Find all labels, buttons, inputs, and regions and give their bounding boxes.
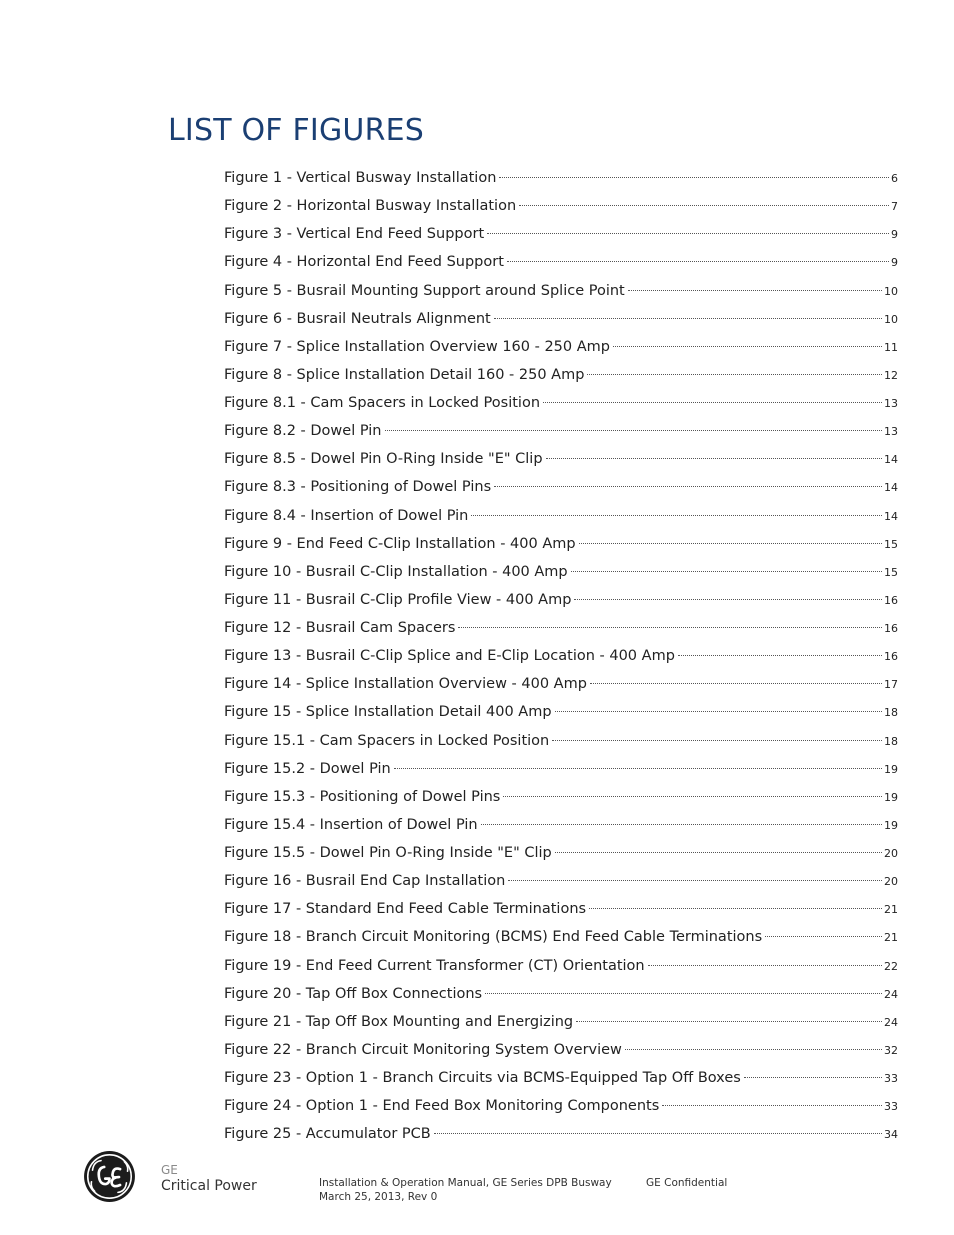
dot-leader <box>503 796 882 797</box>
dot-leader <box>546 458 882 459</box>
figure-entry[interactable] <box>224 361 898 389</box>
figure-page-number: 32 <box>884 1043 898 1057</box>
figure-title: Figure 15.4 - Insertion of Dowel Pin <box>224 816 478 833</box>
dot-leader <box>485 993 882 994</box>
page-title: LIST OF FIGURES <box>168 113 425 148</box>
figure-title: Figure 9 - End Feed C-Clip Installation - 400 Amp <box>224 535 576 552</box>
figure-page-number: 33 <box>884 1100 898 1114</box>
figure-title: Figure 2 - Horizontal Busway Installation <box>224 198 517 215</box>
figure-page-number: 24 <box>884 1015 898 1029</box>
dot-leader <box>552 740 882 741</box>
figure-page-number: 18 <box>884 734 898 748</box>
figure-page-number: 21 <box>884 931 898 945</box>
dot-leader <box>744 1077 882 1078</box>
figure-title: Figure 15.3 - Positioning of Dowel Pins <box>224 788 501 805</box>
figure-title: Figure 8.4 - Insertion of Dowel Pin <box>224 507 469 524</box>
dot-leader <box>434 1133 882 1134</box>
confidentiality-notice: GE Confidential <box>646 1177 728 1189</box>
figure-page-number: 10 <box>884 312 898 326</box>
figure-title: Figure 25 - Accumulator PCB <box>224 1126 431 1143</box>
dot-leader <box>555 852 882 853</box>
figure-entry[interactable] <box>224 839 898 867</box>
figure-title: Figure 7 - Splice Installation Overview 160 - 250 Amp <box>224 338 610 355</box>
figure-title: Figure 15.5 - Dowel Pin O-Ring Inside "E" Clip <box>224 845 552 861</box>
figure-title: Figure 6 - Busrail Neutrals Alignment <box>224 310 491 327</box>
dot-leader <box>579 543 882 544</box>
figure-title: Figure 8.5 - Dowel Pin O-Ring Inside "E" Clip <box>224 451 543 468</box>
figure-title: Figure 20 - Tap Off Box Connections <box>224 985 483 1002</box>
dot-leader <box>494 318 882 319</box>
dot-leader <box>458 627 882 628</box>
figure-page-number: 18 <box>884 706 898 720</box>
figure-entry[interactable] <box>224 923 898 951</box>
figure-page-number: 19 <box>884 790 898 804</box>
dot-leader <box>587 374 882 375</box>
dot-leader <box>574 599 882 600</box>
figure-page-number: 13 <box>884 425 898 439</box>
figure-entry[interactable] <box>224 783 898 811</box>
dot-leader <box>555 711 882 712</box>
dot-leader <box>625 1049 882 1050</box>
figure-page-number: 13 <box>884 397 898 410</box>
dot-leader <box>494 486 882 487</box>
figure-entry[interactable] <box>224 417 898 445</box>
figure-page-number: 17 <box>884 678 898 692</box>
figure-title: Figure 8.1 - Cam Spacers in Locked Position <box>224 395 541 411</box>
dot-leader <box>499 177 889 178</box>
dot-leader <box>628 290 882 291</box>
figure-entry[interactable] <box>224 333 898 361</box>
figure-page-number: 19 <box>884 762 898 776</box>
figure-entry[interactable] <box>224 670 898 698</box>
figure-page-number: 14 <box>884 453 898 467</box>
figure-page-number: 10 <box>884 284 898 298</box>
figure-entry[interactable] <box>224 980 898 1008</box>
figure-title: Figure 8.2 - Dowel Pin <box>224 423 382 440</box>
figure-page-number: 33 <box>884 1072 898 1085</box>
figure-title: Figure 15 - Splice Installation Detail 400 Amp <box>224 704 552 721</box>
figure-entry[interactable] <box>224 614 898 642</box>
figure-page-number: 14 <box>884 509 898 523</box>
dot-leader <box>648 965 882 966</box>
figure-page-number: 16 <box>884 650 898 664</box>
figure-page-number: 21 <box>884 903 898 917</box>
figure-title: Figure 22 - Branch Circuit Monitoring System Overview <box>224 1041 622 1058</box>
figure-page-number: 11 <box>884 340 898 354</box>
figure-title: Figure 15.2 - Dowel Pin <box>224 760 391 777</box>
dot-leader <box>589 908 882 909</box>
figure-entry[interactable] <box>224 164 898 192</box>
figure-entry[interactable] <box>224 502 898 530</box>
figure-entry[interactable] <box>224 1120 898 1148</box>
dot-leader <box>481 824 882 825</box>
figure-entry[interactable] <box>224 1064 898 1092</box>
dot-leader <box>508 880 882 881</box>
dot-leader <box>394 768 882 769</box>
figure-entry[interactable] <box>224 895 898 923</box>
figure-title: Figure 21 - Tap Off Box Mounting and Energizing <box>224 1013 574 1030</box>
figure-entry[interactable] <box>224 558 898 586</box>
figure-title: Figure 10 - Busrail C-Clip Installation - 400 Amp <box>224 563 568 580</box>
figure-entry[interactable] <box>224 755 898 783</box>
figure-title: Figure 23 - Option 1 - Branch Circuits via BCMS-Equipped Tap Off Boxes <box>224 1070 741 1086</box>
dot-leader <box>385 430 883 431</box>
dot-leader <box>487 233 889 234</box>
figure-page-number: 34 <box>884 1128 898 1142</box>
figure-entry[interactable] <box>224 277 898 305</box>
figures-list <box>224 164 898 1148</box>
figure-page-number: 24 <box>884 987 898 1001</box>
dot-leader <box>765 936 882 937</box>
figure-title: Figure 14 - Splice Installation Overview - 400 Amp <box>224 676 587 693</box>
figure-title: Figure 12 - Busrail Cam Spacers <box>224 620 456 636</box>
document-title: Installation & Operation Manual, GE Series DPB Busway <box>319 1177 612 1189</box>
figure-title: Figure 15.1 - Cam Spacers in Locked Position <box>224 732 550 749</box>
figure-entry[interactable] <box>224 586 898 614</box>
figure-page-number: 20 <box>884 875 898 889</box>
figure-page-number: 16 <box>884 622 898 635</box>
figure-title: Figure 5 - Busrail Mounting Support around Splice Point <box>224 282 625 299</box>
figure-entry[interactable] <box>224 192 898 220</box>
figure-title: Figure 19 - End Feed Current Transformer (CT) Orientation <box>224 957 645 974</box>
figure-entry[interactable] <box>224 305 898 333</box>
document-info <box>319 1176 612 1204</box>
dot-leader <box>543 402 882 403</box>
figure-title: Figure 17 - Standard End Feed Cable Terminations <box>224 901 587 918</box>
figure-entry[interactable] <box>224 811 898 839</box>
brand-company: GE <box>161 1163 178 1177</box>
figure-title: Figure 16 - Busrail End Cap Installation <box>224 873 506 890</box>
figure-entry[interactable] <box>224 389 898 417</box>
dot-leader <box>507 261 889 262</box>
figure-entry[interactable] <box>224 1092 898 1120</box>
dot-leader <box>576 1021 882 1022</box>
figure-entry[interactable] <box>224 473 898 501</box>
figure-page-number: 15 <box>884 537 898 551</box>
figure-entry[interactable] <box>224 248 898 276</box>
figure-page-number: 9 <box>891 228 898 242</box>
dot-leader <box>571 571 882 572</box>
figure-title: Figure 24 - Option 1 - End Feed Box Monitoring Components <box>224 1098 660 1115</box>
figure-title: Figure 3 - Vertical End Feed Support <box>224 226 485 243</box>
dot-leader <box>590 683 882 684</box>
figure-title: Figure 1 - Vertical Busway Installation <box>224 170 497 186</box>
figure-entry[interactable] <box>224 642 898 670</box>
figure-page-number: 16 <box>884 593 898 607</box>
figure-page-number: 12 <box>884 368 898 382</box>
dot-leader <box>519 205 889 206</box>
figure-page-number: 14 <box>884 481 898 495</box>
figure-page-number: 20 <box>884 847 898 860</box>
brand-block <box>161 1162 257 1194</box>
dot-leader <box>678 655 882 656</box>
figure-entry[interactable] <box>224 1036 898 1064</box>
figure-entry[interactable] <box>224 727 898 755</box>
figure-page-number: 9 <box>891 256 898 270</box>
figure-title: Figure 8 - Splice Installation Detail 160 - 250 Amp <box>224 366 585 383</box>
figure-entry[interactable] <box>224 867 898 895</box>
dot-leader <box>471 515 882 516</box>
figure-title: Figure 13 - Busrail C-Clip Splice and E-Clip Location - 400 Amp <box>224 648 675 665</box>
figure-title: Figure 11 - Busrail C-Clip Profile View - 400 Amp <box>224 591 572 608</box>
figure-title: Figure 8.3 - Positioning of Dowel Pins <box>224 479 492 496</box>
document-date: March 25, 2013, Rev 0 <box>319 1191 438 1203</box>
figure-title: Figure 18 - Branch Circuit Monitoring (BCMS) End Feed Cable Terminations <box>224 929 763 946</box>
brand-division: Critical Power <box>161 1178 257 1194</box>
figure-entry[interactable] <box>224 698 898 726</box>
figure-entry[interactable] <box>224 220 898 248</box>
figure-page-number: 6 <box>891 172 898 185</box>
figure-entry[interactable] <box>224 530 898 558</box>
figure-page-number: 7 <box>891 200 898 214</box>
figure-entry[interactable] <box>224 952 898 980</box>
figure-title: Figure 4 - Horizontal End Feed Support <box>224 254 504 271</box>
dot-leader <box>613 346 882 347</box>
figure-entry[interactable] <box>224 1008 898 1036</box>
figure-entry[interactable] <box>224 445 898 473</box>
figure-page-number: 19 <box>884 818 898 832</box>
dot-leader <box>662 1105 882 1106</box>
figure-page-number: 22 <box>884 959 898 973</box>
ge-logo-icon <box>83 1150 136 1203</box>
figure-page-number: 15 <box>884 565 898 579</box>
